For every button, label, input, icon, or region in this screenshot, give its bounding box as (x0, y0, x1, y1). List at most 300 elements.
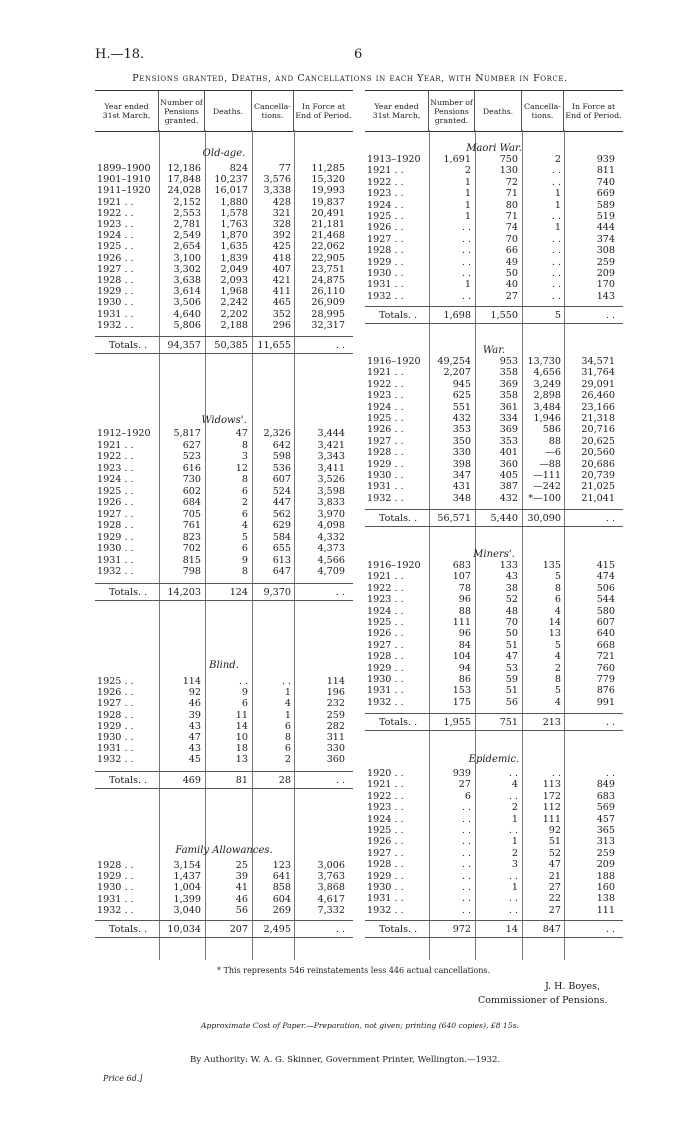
table-row (365, 413, 623, 424)
year-cell: 1922 . . (97, 207, 134, 219)
total-pensions-granted-cell: 94,357 (167, 340, 201, 351)
in-force-cell: 668 (596, 639, 615, 651)
year-cell: 1932 . . (367, 696, 404, 708)
deaths-cell: 360 (499, 458, 518, 470)
year-cell: 1899–1900 (97, 163, 151, 174)
year-cell: 1929 . . (97, 286, 134, 298)
cancellations-cell: —242 (533, 481, 561, 493)
totals-row (365, 713, 623, 728)
year-cell: 1925 . . (367, 413, 404, 424)
table-row (95, 520, 353, 531)
cancellations-cell: 3,484 (533, 401, 561, 413)
cancellations-cell: 4 (284, 698, 291, 710)
cancellations-cell: . . (551, 211, 561, 222)
pensions-granted-cell: 3,506 (173, 297, 201, 309)
deaths-cell: 74 (505, 222, 518, 234)
table-row (365, 154, 623, 165)
in-force-cell: 415 (596, 560, 615, 571)
deaths-cell: 432 (499, 492, 518, 504)
table-row (95, 197, 353, 208)
deaths-cell: 70 (505, 233, 518, 245)
cancellations-cell: 421 (272, 275, 291, 286)
table-header (365, 90, 623, 132)
deaths-cell: 6 (241, 508, 248, 520)
table-row (95, 882, 353, 893)
cancellations-cell: 135 (542, 560, 561, 571)
cancellations-cell: 88 (548, 435, 561, 447)
deaths-cell: 130 (499, 165, 518, 177)
year-cell: 1926 . . (367, 222, 404, 234)
pensions-granted-cell: . . (461, 245, 471, 257)
year-cell: 1922 . . (97, 451, 134, 462)
total-cancellations-cell: 847 (542, 924, 561, 936)
in-force-cell: 160 (596, 882, 615, 893)
table-row (365, 234, 623, 245)
cancellations-cell: 4 (554, 605, 561, 617)
cancellations-cell: 428 (272, 196, 291, 208)
year-cell: 1924 . . (367, 605, 404, 617)
pensions-granted-cell: 5,806 (173, 319, 201, 331)
in-force-cell: 20,739 (581, 470, 615, 481)
deaths-cell: 41 (235, 882, 248, 894)
total-year-cell: Totals. . (379, 717, 418, 729)
year-cell: 1922 . . (367, 582, 404, 594)
in-force-cell: 721 (596, 651, 615, 663)
total-year-cell: Totals. . (109, 924, 148, 935)
in-force-cell: 24,875 (311, 275, 345, 286)
deaths-cell: 2,049 (220, 263, 248, 275)
in-force-cell: 4,332 (317, 531, 345, 543)
in-force-cell: 779 (596, 674, 615, 685)
cancellations-cell: 407 (272, 263, 291, 275)
deaths-cell: 10,237 (214, 174, 248, 186)
deaths-cell: 51 (505, 639, 518, 651)
year-cell: 1929 . . (97, 531, 134, 543)
totals-row (365, 306, 623, 321)
in-force-cell: 3,444 (317, 428, 345, 439)
table-row (365, 893, 623, 904)
in-force-cell: 19,837 (311, 196, 345, 208)
deaths-cell: 1 (511, 836, 518, 848)
in-force-cell: 11,285 (311, 163, 345, 174)
in-force-cell: 313 (596, 836, 615, 848)
deaths-cell: 953 (499, 356, 518, 367)
deaths-cell: 8 (241, 566, 248, 577)
cancellations-cell: 465 (272, 297, 291, 309)
year-cell: 1928 . . (97, 860, 134, 871)
deaths-cell: 48 (505, 605, 518, 617)
table-row (95, 185, 353, 196)
pensions-granted-cell: . . (461, 882, 471, 893)
year-cell: 1930 . . (97, 732, 134, 743)
year-cell: 1929 . . (367, 256, 404, 268)
pensions-granted-cell: 111 (452, 617, 471, 628)
pensions-granted-cell: 1 (464, 211, 471, 222)
deaths-cell: 8 (241, 474, 248, 485)
pensions-granted-cell: 523 (182, 451, 201, 462)
pensions-granted-cell: 625 (452, 390, 471, 402)
in-force-cell: 114 (326, 676, 345, 687)
in-force-cell: 196 (326, 687, 345, 699)
deaths-cell: 43 (505, 571, 518, 583)
pensions-granted-cell: 3,154 (173, 860, 201, 871)
year-cell: 1923 . . (367, 390, 404, 402)
pensions-granted-cell: . . (461, 268, 471, 279)
pensions-granted-cell: . . (461, 847, 471, 859)
section-title: Widows'. (201, 415, 247, 426)
in-force-cell: 22,905 (311, 252, 345, 264)
table-row (365, 459, 623, 470)
total-in-force-cell: . . (605, 717, 615, 729)
table-row (95, 543, 353, 554)
deaths-cell: 6 (241, 698, 248, 710)
pensions-granted-cell: 2,152 (173, 196, 201, 208)
year-cell: 1929 . . (367, 870, 404, 882)
cancellations-cell: 641 (272, 871, 291, 883)
deaths-cell: 2 (241, 497, 248, 508)
in-force-cell: 20,716 (581, 424, 615, 436)
deaths-cell: 405 (499, 470, 518, 481)
pensions-granted-cell: 43 (188, 720, 201, 732)
deaths-cell: 16,017 (214, 185, 248, 197)
pensions-granted-cell: . . (461, 256, 471, 268)
total-deaths-cell: 14 (505, 924, 518, 936)
table-row (365, 356, 623, 367)
pensions-granted-cell: . . (461, 825, 471, 836)
table-row (365, 651, 623, 662)
deaths-cell: 18 (235, 743, 248, 755)
cancellations-cell: 77 (278, 163, 291, 174)
cancellations-cell: 6 (554, 594, 561, 606)
table-row (365, 848, 623, 859)
year-cell: 1925 . . (97, 676, 134, 687)
in-force-cell: 20,491 (311, 207, 345, 219)
pensions-granted-cell: 104 (452, 651, 471, 663)
year-cell: 1928 . . (367, 651, 404, 663)
deaths-cell: 5 (241, 531, 248, 543)
pensions-granted-cell: 616 (182, 462, 201, 474)
deaths-header: Deaths. (475, 91, 522, 131)
section-title: Old-age. (202, 148, 246, 159)
cancellations-cell: 14 (548, 617, 561, 628)
table-row (95, 451, 353, 462)
in-force-cell: 3,763 (317, 871, 345, 883)
table-row (95, 286, 353, 297)
total-in-force-cell: . . (605, 513, 615, 525)
pensions-granted-cell: 1,437 (173, 871, 201, 883)
table-row (365, 882, 623, 893)
deaths-cell: 71 (505, 211, 518, 222)
deaths-cell: 71 (505, 188, 518, 200)
totals-row (95, 583, 353, 598)
in-force-cell: 3,006 (317, 860, 345, 871)
cancellations-cell: 13,730 (527, 356, 561, 367)
deaths-cell: 353 (499, 435, 518, 447)
in-force-cell: 7,332 (317, 904, 345, 916)
in-force-cell: 365 (596, 825, 615, 836)
deaths-cell: . . (508, 825, 518, 836)
table-row (365, 697, 623, 708)
cancellations-cell: 562 (272, 508, 291, 520)
deaths-cell: 80 (505, 199, 518, 211)
total-cancellations-cell: 28 (278, 774, 291, 786)
in-force-cell: 589 (596, 199, 615, 211)
pensions-granted-cell: 175 (452, 696, 471, 708)
cancellations-cell: 604 (272, 893, 291, 905)
cancellations-cell: . . (551, 268, 561, 279)
total-pensions-granted-cell: 10,034 (167, 924, 201, 935)
pensions-granted-cell: 94 (458, 662, 471, 674)
total-deaths-cell: 124 (229, 586, 248, 598)
table-row (365, 859, 623, 870)
deaths-cell: 53 (505, 662, 518, 674)
footnote: * This represents 546 reinstatements less 446 actual cancellations. (217, 966, 491, 975)
deaths-cell: 1,870 (220, 230, 248, 242)
year-cell: 1922 . . (367, 790, 404, 802)
table-row (95, 174, 353, 185)
total-cancellations-cell: 9,370 (263, 586, 291, 598)
deaths-cell: 49 (505, 256, 518, 268)
table-row (95, 509, 353, 520)
cancellations-cell: 613 (272, 554, 291, 566)
pensions-granted-cell: 49,254 (437, 356, 471, 367)
year-cell: 1930 . . (367, 470, 404, 481)
deaths-cell: 1,968 (220, 286, 248, 298)
year-cell: 1929 . . (97, 720, 134, 732)
total-year-cell: Totals. . (379, 310, 418, 322)
deaths-cell: 2,202 (220, 308, 248, 320)
in-force-cell: 544 (596, 594, 615, 606)
total-cancellations-cell: 213 (542, 717, 561, 729)
year-cell: 1924 . . (97, 474, 134, 485)
table-row (95, 241, 353, 252)
pensions-granted-cell: 96 (458, 594, 471, 606)
year-cell: 1930 . . (97, 297, 134, 309)
year-cell: 1923 . . (97, 462, 134, 474)
year-cell: 1928 . . (97, 275, 134, 286)
pensions-granted-cell: 3,040 (173, 904, 201, 916)
total-pensions-granted-cell: 14,203 (167, 586, 201, 598)
table-row (365, 617, 623, 628)
cancellations-cell: 1 (284, 687, 291, 699)
cancellations-cell: 2 (284, 754, 291, 766)
in-force-cell: 4,709 (317, 566, 345, 577)
year-cell: 1913–1920 (367, 154, 421, 165)
pensions-granted-cell: 2,654 (173, 241, 201, 253)
total-year-cell: Totals. . (109, 586, 148, 598)
in-force-cell: 259 (326, 709, 345, 721)
cancellations-cell: 328 (272, 219, 291, 230)
total-in-force-cell: . . (335, 586, 345, 598)
pensions-granted-cell: 2,553 (173, 207, 201, 219)
section-title: Epidemic. (468, 754, 520, 765)
in-force-cell: 640 (596, 628, 615, 640)
section-title: Maori War. (466, 143, 522, 154)
in-force-cell: 519 (596, 211, 615, 222)
cancellations-cell: 2,898 (533, 390, 561, 402)
in-force-cell: 849 (596, 779, 615, 791)
in-force-cell: 457 (596, 813, 615, 825)
section-rule (95, 937, 353, 938)
table-row (95, 253, 353, 264)
pensions-granted-cell: 3,302 (173, 263, 201, 275)
pensions-granted-cell: 96 (458, 628, 471, 640)
table-row (365, 663, 623, 674)
in-force-cell: 3,421 (317, 439, 345, 451)
in-force-cell: 21,468 (311, 230, 345, 242)
section-title: Miners'. (473, 549, 515, 560)
cancellations-cell: 2 (554, 662, 561, 674)
year-cell: 1926 . . (367, 424, 404, 436)
totals-row (365, 920, 623, 935)
year-cell: 1911–1920 (97, 185, 151, 197)
pensions-granted-cell: 347 (452, 470, 471, 481)
in-force-cell: 3,833 (317, 497, 345, 508)
year-header: Year ended 31st March, (365, 91, 429, 131)
deaths-cell: 369 (499, 424, 518, 436)
table-row (365, 436, 623, 447)
deaths-cell: 2,188 (220, 319, 248, 331)
in-force-cell: 22,062 (311, 241, 345, 253)
pensions-granted-cell: 114 (182, 676, 201, 687)
in-force-cell: 3,526 (317, 474, 345, 485)
in-force-cell: 138 (596, 893, 615, 905)
in-force-cell: 20,560 (581, 447, 615, 459)
in-force-cell: 876 (596, 685, 615, 697)
cancellations-cell: . . (551, 245, 561, 257)
pensions-granted-cell: 815 (182, 554, 201, 566)
deaths-cell: 9 (241, 554, 248, 566)
year-cell: 1924 . . (367, 813, 404, 825)
year-cell: 1924 . . (97, 230, 134, 242)
deaths-cell: . . (238, 676, 248, 687)
cancellations-cell: 92 (548, 825, 561, 836)
cancellations-cell: 447 (272, 497, 291, 508)
table-row (95, 566, 353, 577)
pensions-granted-cell: 12,186 (167, 163, 201, 174)
section-title: War. (482, 345, 506, 356)
table-row (365, 200, 623, 211)
table-row (95, 532, 353, 543)
in-force-cell: 569 (596, 802, 615, 814)
cancellations-cell: 425 (272, 241, 291, 253)
cancellations-header: Cancella-tions. (522, 91, 564, 131)
table-row (365, 606, 623, 617)
pensions-granted-cell: . . (461, 904, 471, 916)
year-cell: 1926 . . (367, 836, 404, 848)
in-force-cell: 311 (326, 732, 345, 743)
right-table (365, 90, 623, 960)
pensions-granted-cell: 46 (188, 698, 201, 710)
deaths-cell: 50 (505, 628, 518, 640)
cancellations-cell: 1,946 (533, 413, 561, 424)
year-cell: 1932 . . (367, 290, 404, 302)
deaths-cell: 358 (499, 367, 518, 379)
pensions-granted-cell: 823 (182, 531, 201, 543)
pensions-granted-cell: 705 (182, 508, 201, 520)
table-row (95, 486, 353, 497)
in-force-cell: 21,318 (581, 413, 615, 424)
deaths-cell: 133 (499, 560, 518, 571)
in-force-cell: 20,686 (581, 458, 615, 470)
cancellations-cell: 418 (272, 252, 291, 264)
pensions-granted-cell: 945 (452, 378, 471, 390)
in-force-cell: 3,411 (317, 462, 345, 474)
year-cell: 1912–1920 (97, 428, 151, 439)
pensions-granted-cell: 2,207 (443, 367, 471, 379)
cancellations-cell: 296 (272, 319, 291, 331)
in-force-cell: 474 (596, 571, 615, 583)
cancellations-cell: 629 (272, 520, 291, 531)
year-cell: 1927 . . (367, 435, 404, 447)
in-force-cell: 506 (596, 582, 615, 594)
pensions-granted-cell: 1,399 (173, 893, 201, 905)
totals-row (95, 336, 353, 351)
table-row (365, 594, 623, 605)
pensions-granted-cell: 45 (188, 754, 201, 766)
in-force-cell: 26,110 (311, 286, 345, 298)
table-row (365, 177, 623, 188)
table-row (95, 474, 353, 485)
price-note: Price 6d.] (103, 1074, 143, 1083)
table-row (95, 208, 353, 219)
year-cell: 1931 . . (97, 893, 134, 905)
deaths-cell: 25 (235, 860, 248, 871)
total-cancellations-cell: 11,655 (257, 340, 291, 351)
deaths-cell: . . (508, 893, 518, 905)
cancellations-cell: 586 (542, 424, 561, 436)
pensions-granted-cell: 5,817 (173, 428, 201, 439)
year-cell: 1921 . . (367, 165, 404, 177)
deaths-cell: 70 (505, 617, 518, 628)
section-rule (95, 788, 353, 789)
section-rule (365, 937, 623, 938)
table-row (365, 836, 623, 847)
in-force-cell: 3,868 (317, 882, 345, 894)
total-pensions-granted-cell: 56,571 (437, 513, 471, 525)
deaths-cell: 51 (505, 685, 518, 697)
table-title: Pensions granted, Deaths, and Cancellations in each Year, with Number in Force. (132, 73, 568, 84)
deaths-cell: 2,242 (220, 297, 248, 309)
year-cell: 1927 . . (367, 847, 404, 859)
cancellations-cell: . . (551, 290, 561, 302)
in-force-cell: 111 (596, 904, 615, 916)
in-force-cell: 374 (596, 233, 615, 245)
cancellations-cell: 8 (284, 732, 291, 743)
deaths-cell: 40 (505, 279, 518, 291)
cancellations-cell: 27 (548, 882, 561, 893)
cancellations-cell: 6 (284, 743, 291, 755)
year-cell: 1931 . . (97, 554, 134, 566)
year-cell: 1928 . . (367, 447, 404, 459)
pensions-granted-cell: 2,781 (173, 219, 201, 230)
pensions-granted-cell: . . (461, 802, 471, 814)
table-row (95, 710, 353, 721)
cancellations-cell: 8 (554, 674, 561, 685)
pensions-granted-cell: . . (461, 893, 471, 905)
in-force-cell: 811 (596, 165, 615, 177)
cancellations-cell: 3,338 (263, 185, 291, 197)
table-row (365, 447, 623, 458)
cancellations-cell: 607 (272, 474, 291, 485)
in-force-cell: 26,909 (311, 297, 345, 309)
total-deaths-cell: 50,385 (214, 340, 248, 351)
deaths-cell: 2 (511, 802, 518, 814)
year-cell: 1924 . . (367, 199, 404, 211)
table-row (95, 894, 353, 905)
year-header: Year ended 31st March, (95, 91, 159, 131)
table-row (95, 297, 353, 308)
